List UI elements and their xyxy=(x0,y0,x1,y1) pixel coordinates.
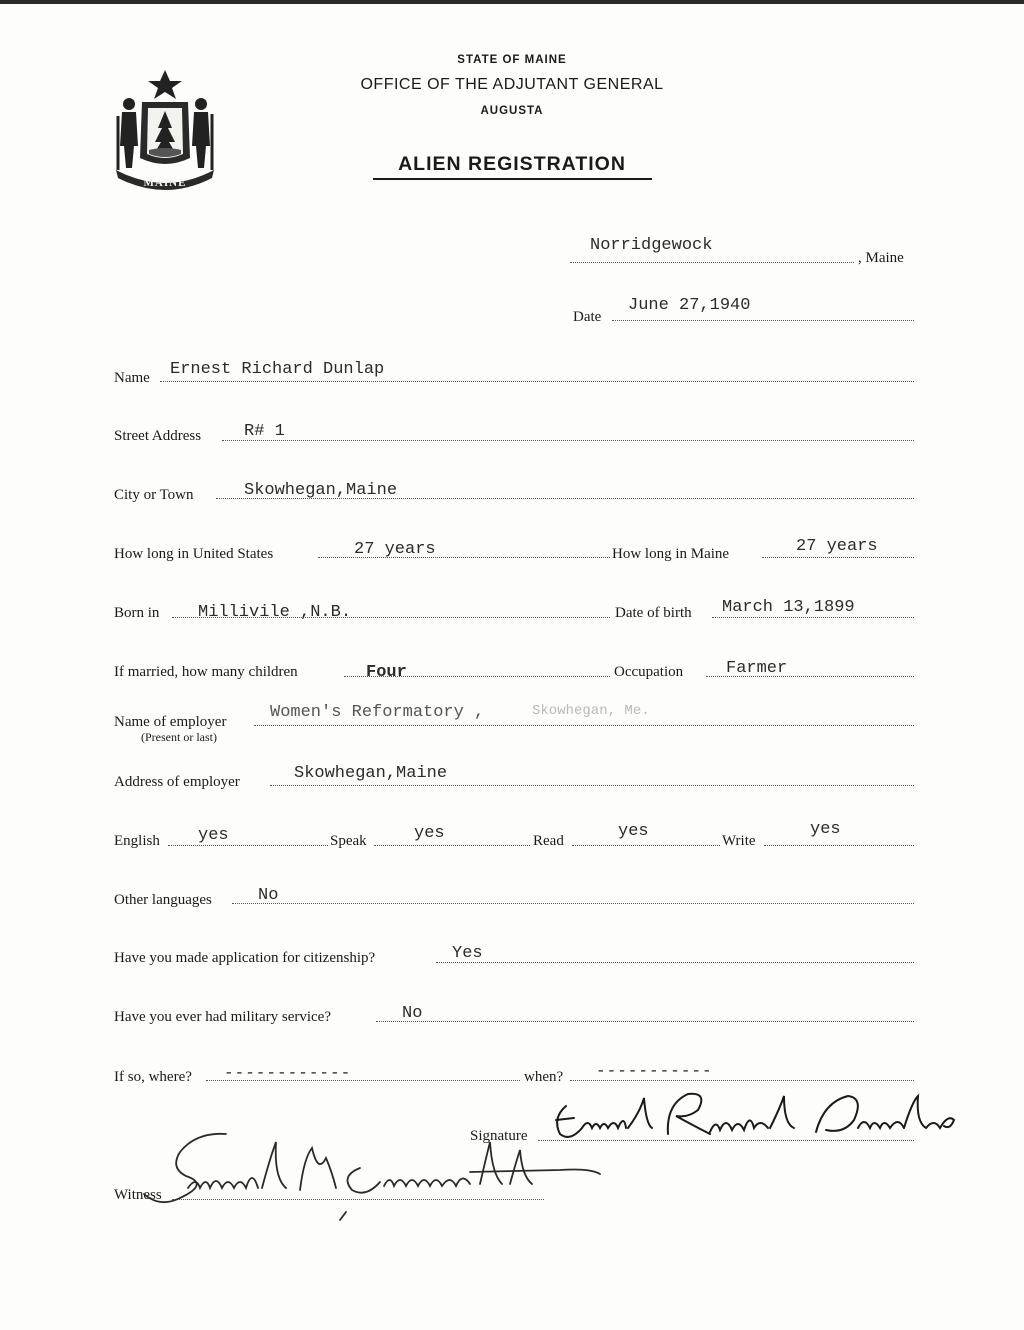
employer-label: Name of employer xyxy=(114,714,227,730)
speak-line xyxy=(374,845,530,846)
english-value: yes xyxy=(198,826,229,845)
date-line xyxy=(612,320,914,321)
born-in-label: Born in xyxy=(114,605,160,621)
other-languages-label: Other languages xyxy=(114,892,212,908)
title-underline xyxy=(373,178,652,180)
children-value: Four xyxy=(366,663,407,682)
street-line xyxy=(222,440,914,441)
svg-text:MAINE: MAINE xyxy=(143,177,187,189)
us-duration-value: 27 years xyxy=(354,540,436,559)
employer-faded-value: Skowhegan, Me. xyxy=(532,703,650,719)
read-label: Read xyxy=(533,833,564,849)
office-heading: OFFICE OF THE ADJUTANT GENERAL xyxy=(360,76,664,93)
employer-address-label: Address of employer xyxy=(114,774,240,790)
read-value: yes xyxy=(618,822,649,841)
us-duration-label: How long in United States xyxy=(114,546,274,562)
children-label: If married, how many children xyxy=(114,664,298,680)
where-value: ------------ xyxy=(224,1064,352,1082)
witness-label: Witness xyxy=(114,1187,162,1203)
dob-label: Date of birth xyxy=(615,605,692,621)
write-label: Write xyxy=(722,833,756,849)
citizenship-label: Have you made application for citizenship? xyxy=(114,950,376,966)
employer-value: Women's Reformatory , xyxy=(270,703,485,722)
citizenship-value: Yes xyxy=(452,944,483,963)
city-heading: AUGUSTA xyxy=(480,105,544,117)
employer-address-line xyxy=(270,785,914,786)
military-label: Have you ever had military service? xyxy=(114,1009,331,1025)
occupation-label: Occupation xyxy=(614,664,684,680)
date-label: Date xyxy=(573,309,602,325)
when-line xyxy=(570,1080,914,1081)
witness-signature-image xyxy=(140,1128,610,1228)
write-value: yes xyxy=(810,820,841,839)
write-line xyxy=(764,845,914,846)
applicant-signature-image xyxy=(548,1088,968,1150)
date-value: June 27,1940 xyxy=(628,296,751,315)
page-edge xyxy=(0,0,1024,4)
state-label: , Maine xyxy=(858,250,904,266)
speak-value: yes xyxy=(414,824,445,843)
employer-address-value: Skowhegan,Maine xyxy=(294,764,448,783)
maine-duration-line xyxy=(762,557,914,558)
maine-duration-label: How long in Maine xyxy=(612,546,730,562)
when-value: ----------- xyxy=(596,1062,713,1080)
english-label: English xyxy=(114,833,160,849)
born-in-value: Millivile ,N.B. xyxy=(198,603,352,622)
city-value: Skowhegan,Maine xyxy=(244,481,398,500)
read-line xyxy=(572,845,720,846)
maine-state-seal xyxy=(112,66,218,196)
name-line xyxy=(160,381,914,382)
state-heading: STATE OF MAINE xyxy=(457,54,567,66)
citizenship-line xyxy=(436,962,914,963)
street-label: Street Address xyxy=(114,428,202,444)
town-value: Norridgewock xyxy=(590,236,713,255)
maine-duration-value: 27 years xyxy=(796,537,878,556)
form-title: ALIEN REGISTRATION xyxy=(398,153,626,175)
other-languages-line xyxy=(232,903,914,904)
dob-value: March 13,1899 xyxy=(722,598,855,617)
signature-label: Signature xyxy=(470,1128,528,1144)
military-line xyxy=(376,1021,914,1022)
english-line xyxy=(168,845,328,846)
when-label: when? xyxy=(524,1069,564,1085)
name-value: Ernest Richard Dunlap xyxy=(170,360,385,379)
military-value: No xyxy=(402,1004,423,1023)
employer-sublabel: (Present or last) xyxy=(141,730,217,744)
dob-line xyxy=(712,617,914,618)
occupation-value: Farmer xyxy=(726,659,788,678)
town-line xyxy=(570,262,854,263)
where-label: If so, where? xyxy=(114,1069,192,1085)
speak-label: Speak xyxy=(330,833,367,849)
name-label: Name xyxy=(114,370,150,386)
city-label: City or Town xyxy=(114,487,194,503)
other-languages-value: No xyxy=(258,886,279,905)
employer-line xyxy=(254,725,914,726)
street-value: R# 1 xyxy=(244,422,285,441)
